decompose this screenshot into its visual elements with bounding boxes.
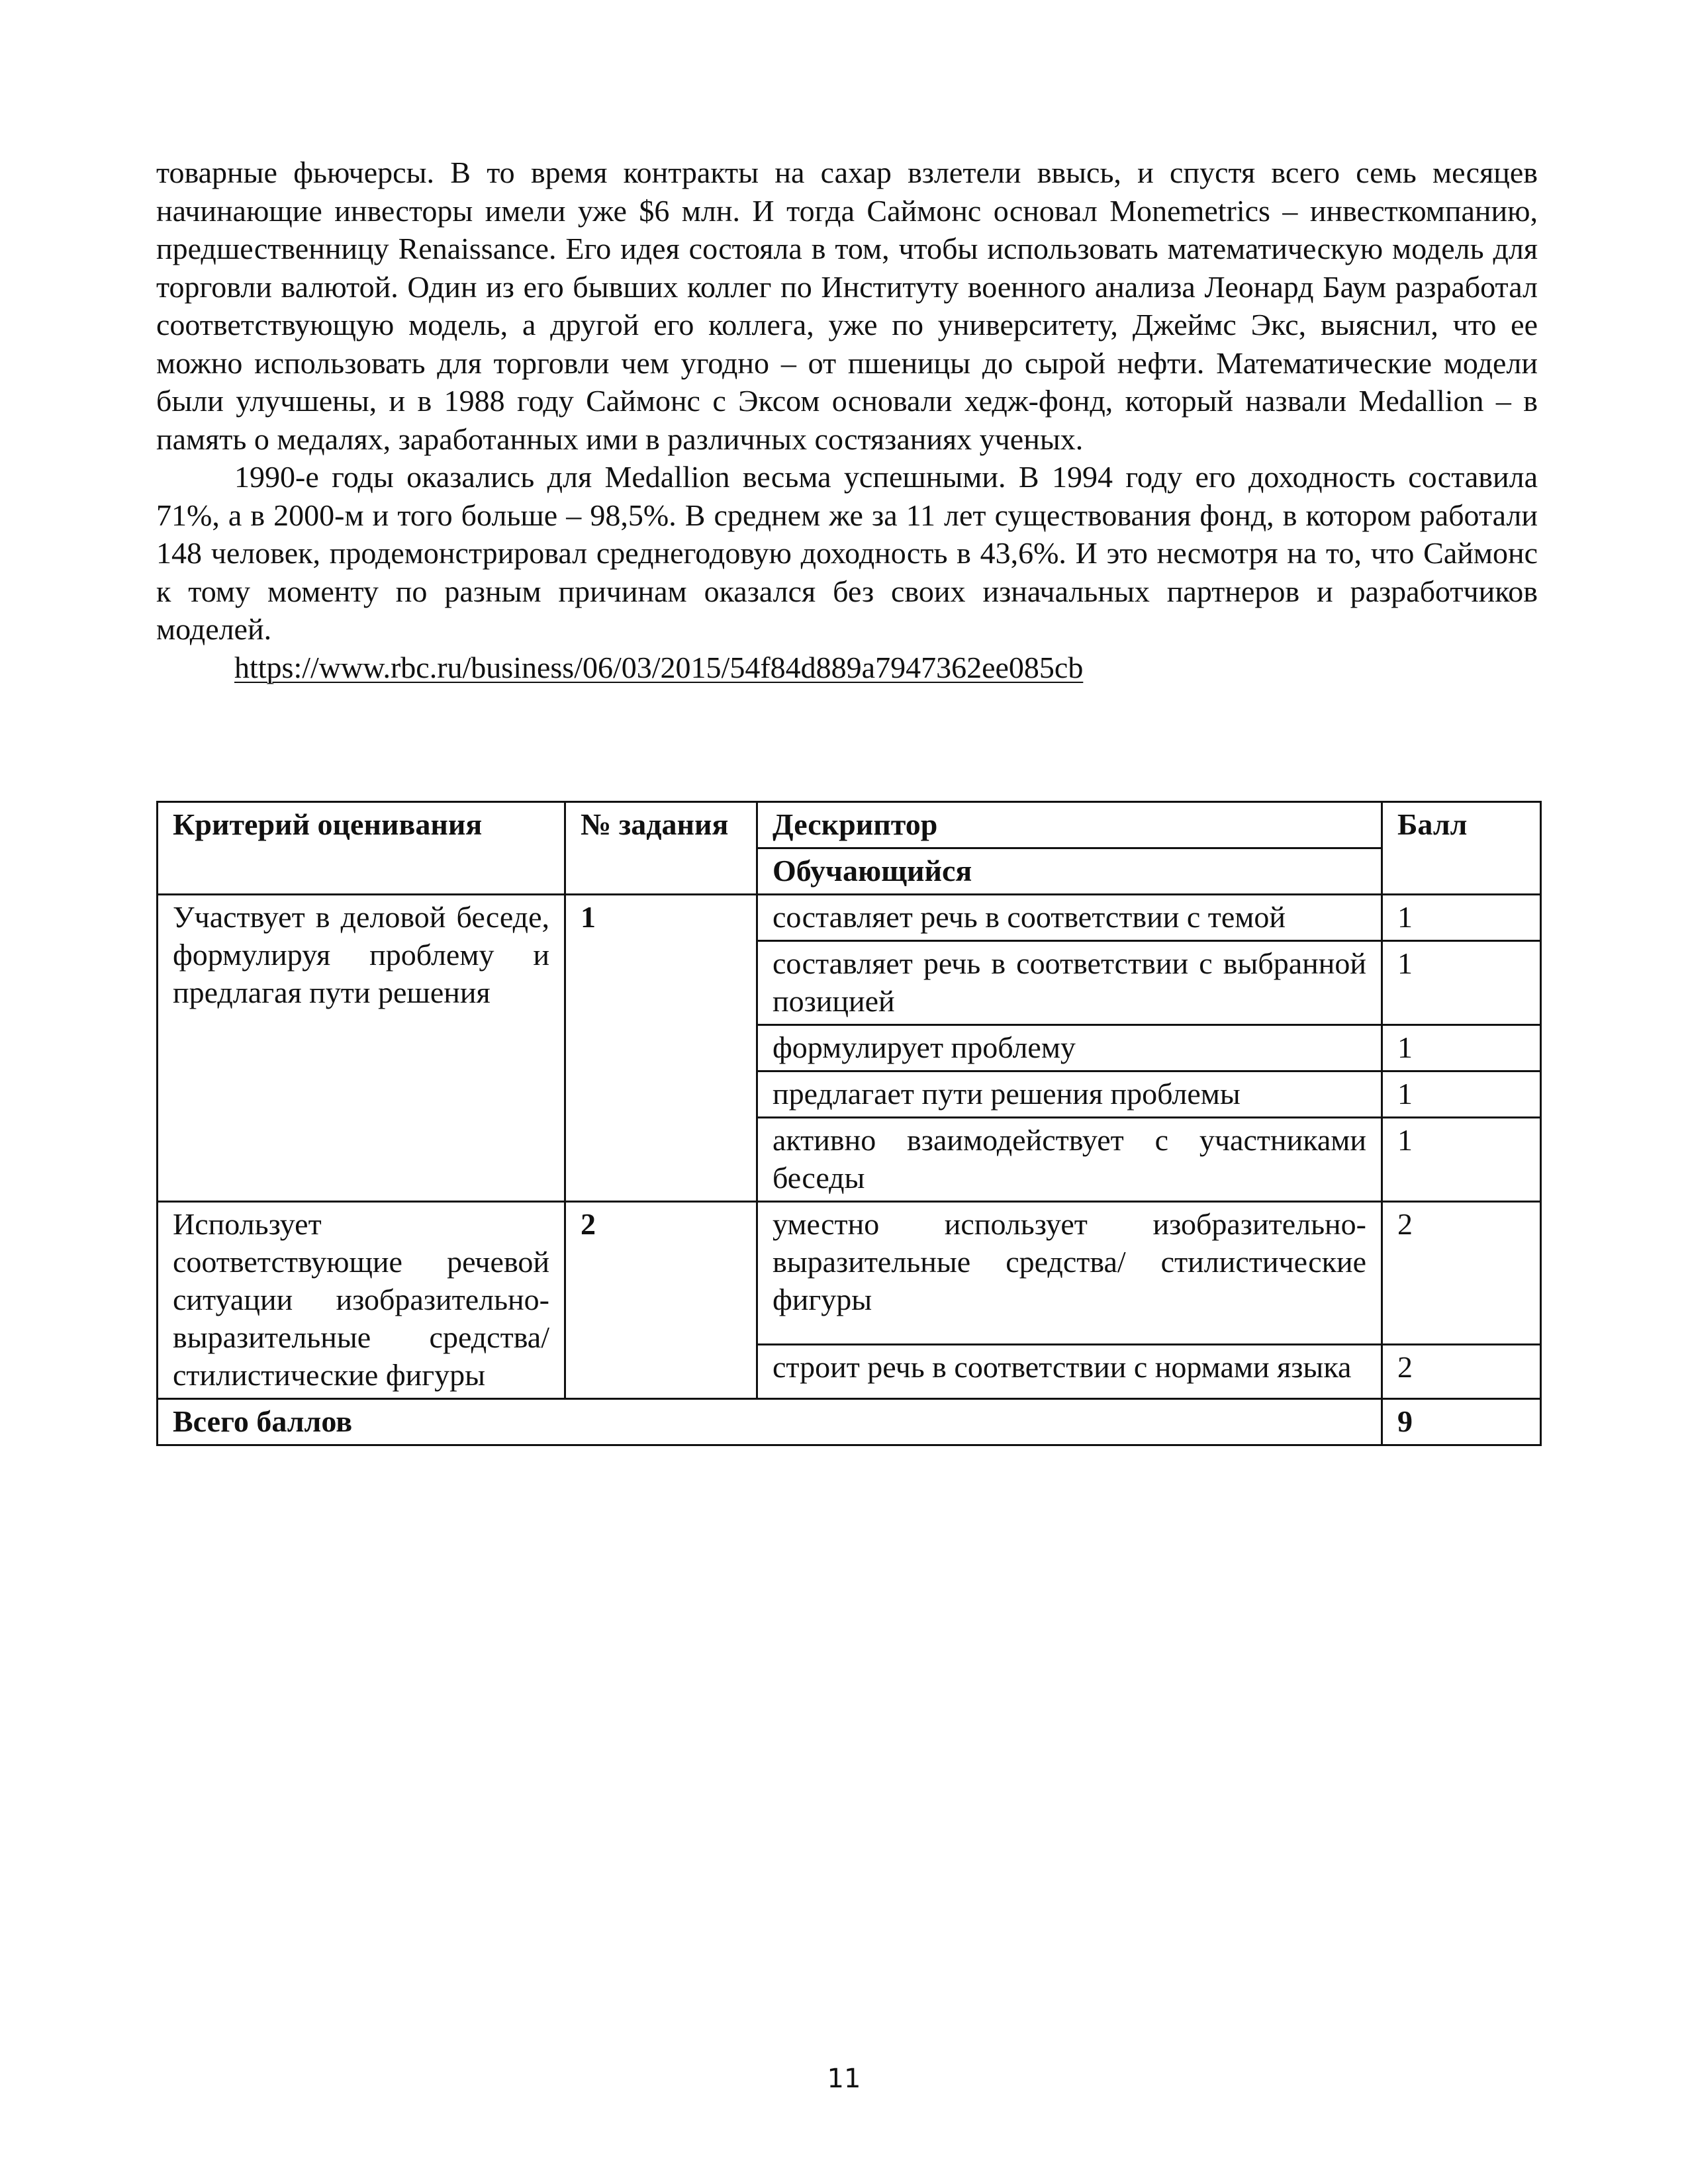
score-cell: 2	[1382, 1344, 1541, 1398]
total-value: 9	[1382, 1399, 1541, 1445]
descriptor-cell: предлагает пути решения проблемы	[757, 1071, 1382, 1118]
descriptor-cell: уместно использует изобразительно-выразительные средства/ стилистические фигуры	[757, 1202, 1382, 1345]
score-cell: 1	[1382, 1025, 1541, 1071]
descriptor-cell: активно взаимодействует с участниками беседы	[757, 1118, 1382, 1202]
descriptor-cell: составляет речь в соответствии с темой	[757, 895, 1382, 941]
article-paragraph: товарные фьючерсы. В то время контракты на сахар взлетели ввысь, и спустя всего семь месяцев начинающие инвесторы имели уже $6 млн. И тогда Саймонс основал Monemetrics – инвесткомпанию, предшественницу Renaissance. Его идея состояла в том, чтобы использовать математическую модель для торговли валютой. Один из его бывших коллег по Институту военного анализа Леонард Баум разработал соответствующую модель, а другой его коллега, уже по университету, Джеймс Экс, выяснил, что ее можно использовать для торговли чем угодно – от пшеницы до сырой нефти. Математические модели были улучшены, и в 1988 году Саймонс с Эксом основали хедж-фонд, который назвали Medallion – в память о медалях, заработанных ими в различных состязаниях ученых.	[156, 156, 1538, 456]
assessment-rubric-table	[156, 801, 1542, 1446]
table-row	[158, 1202, 1541, 1345]
descriptor-cell: формулирует проблему	[757, 1025, 1382, 1071]
score-cell: 1	[1382, 1118, 1541, 1202]
article-paragraph: 1990-е годы оказались для Medallion весьма успешными. В 1994 году его доходность составила 71%, а в 2000-м и того больше – 98,5%. В среднем же за 11 лет существования фонд, в котором работали 148 человек, продемонстрировал среднегодовую доходность в 43,6%. И это несмотря на то, что Саймонс к тому моменту по разным причинам оказался без своих изначальных партнеров и разработчиков моделей.	[156, 460, 1538, 646]
source-link[interactable]: https://www.rbc.ru/business/06/03/2015/54f84d889a7947362ee085cb	[234, 650, 1084, 684]
header-criterion: Критерий оценивания	[158, 802, 565, 895]
source-link-line	[156, 649, 1538, 687]
score-cell: 2	[1382, 1202, 1541, 1345]
task-number-cell: 1	[565, 895, 757, 1202]
criterion-cell: Участвует в деловой беседе, формулируя проблему и предлагая пути решения	[158, 895, 565, 1202]
article-text	[156, 154, 1538, 686]
header-score: Балл	[1382, 802, 1541, 895]
total-row	[158, 1399, 1541, 1445]
total-label: Всего баллов	[158, 1399, 1382, 1445]
table-header-row	[158, 802, 1541, 848]
descriptor-cell: составляет речь в соответствии с выбранной позицией	[757, 941, 1382, 1025]
score-cell: 1	[1382, 941, 1541, 1025]
criterion-cell: Использует соответствующие речевой ситуации изобразительно-выразительные средства/ стилистические фигуры	[158, 1202, 565, 1399]
descriptor-cell: строит речь в соответствии с нормами языка	[757, 1344, 1382, 1398]
task-number-cell: 2	[565, 1202, 757, 1399]
header-task-number: № задания	[565, 802, 757, 895]
score-cell: 1	[1382, 1071, 1541, 1118]
score-cell: 1	[1382, 895, 1541, 941]
page-number: 11	[827, 2064, 861, 2094]
header-descriptor: Дескриптор	[757, 802, 1382, 848]
table-row	[158, 895, 1541, 941]
header-learner: Обучающийся	[757, 848, 1382, 895]
